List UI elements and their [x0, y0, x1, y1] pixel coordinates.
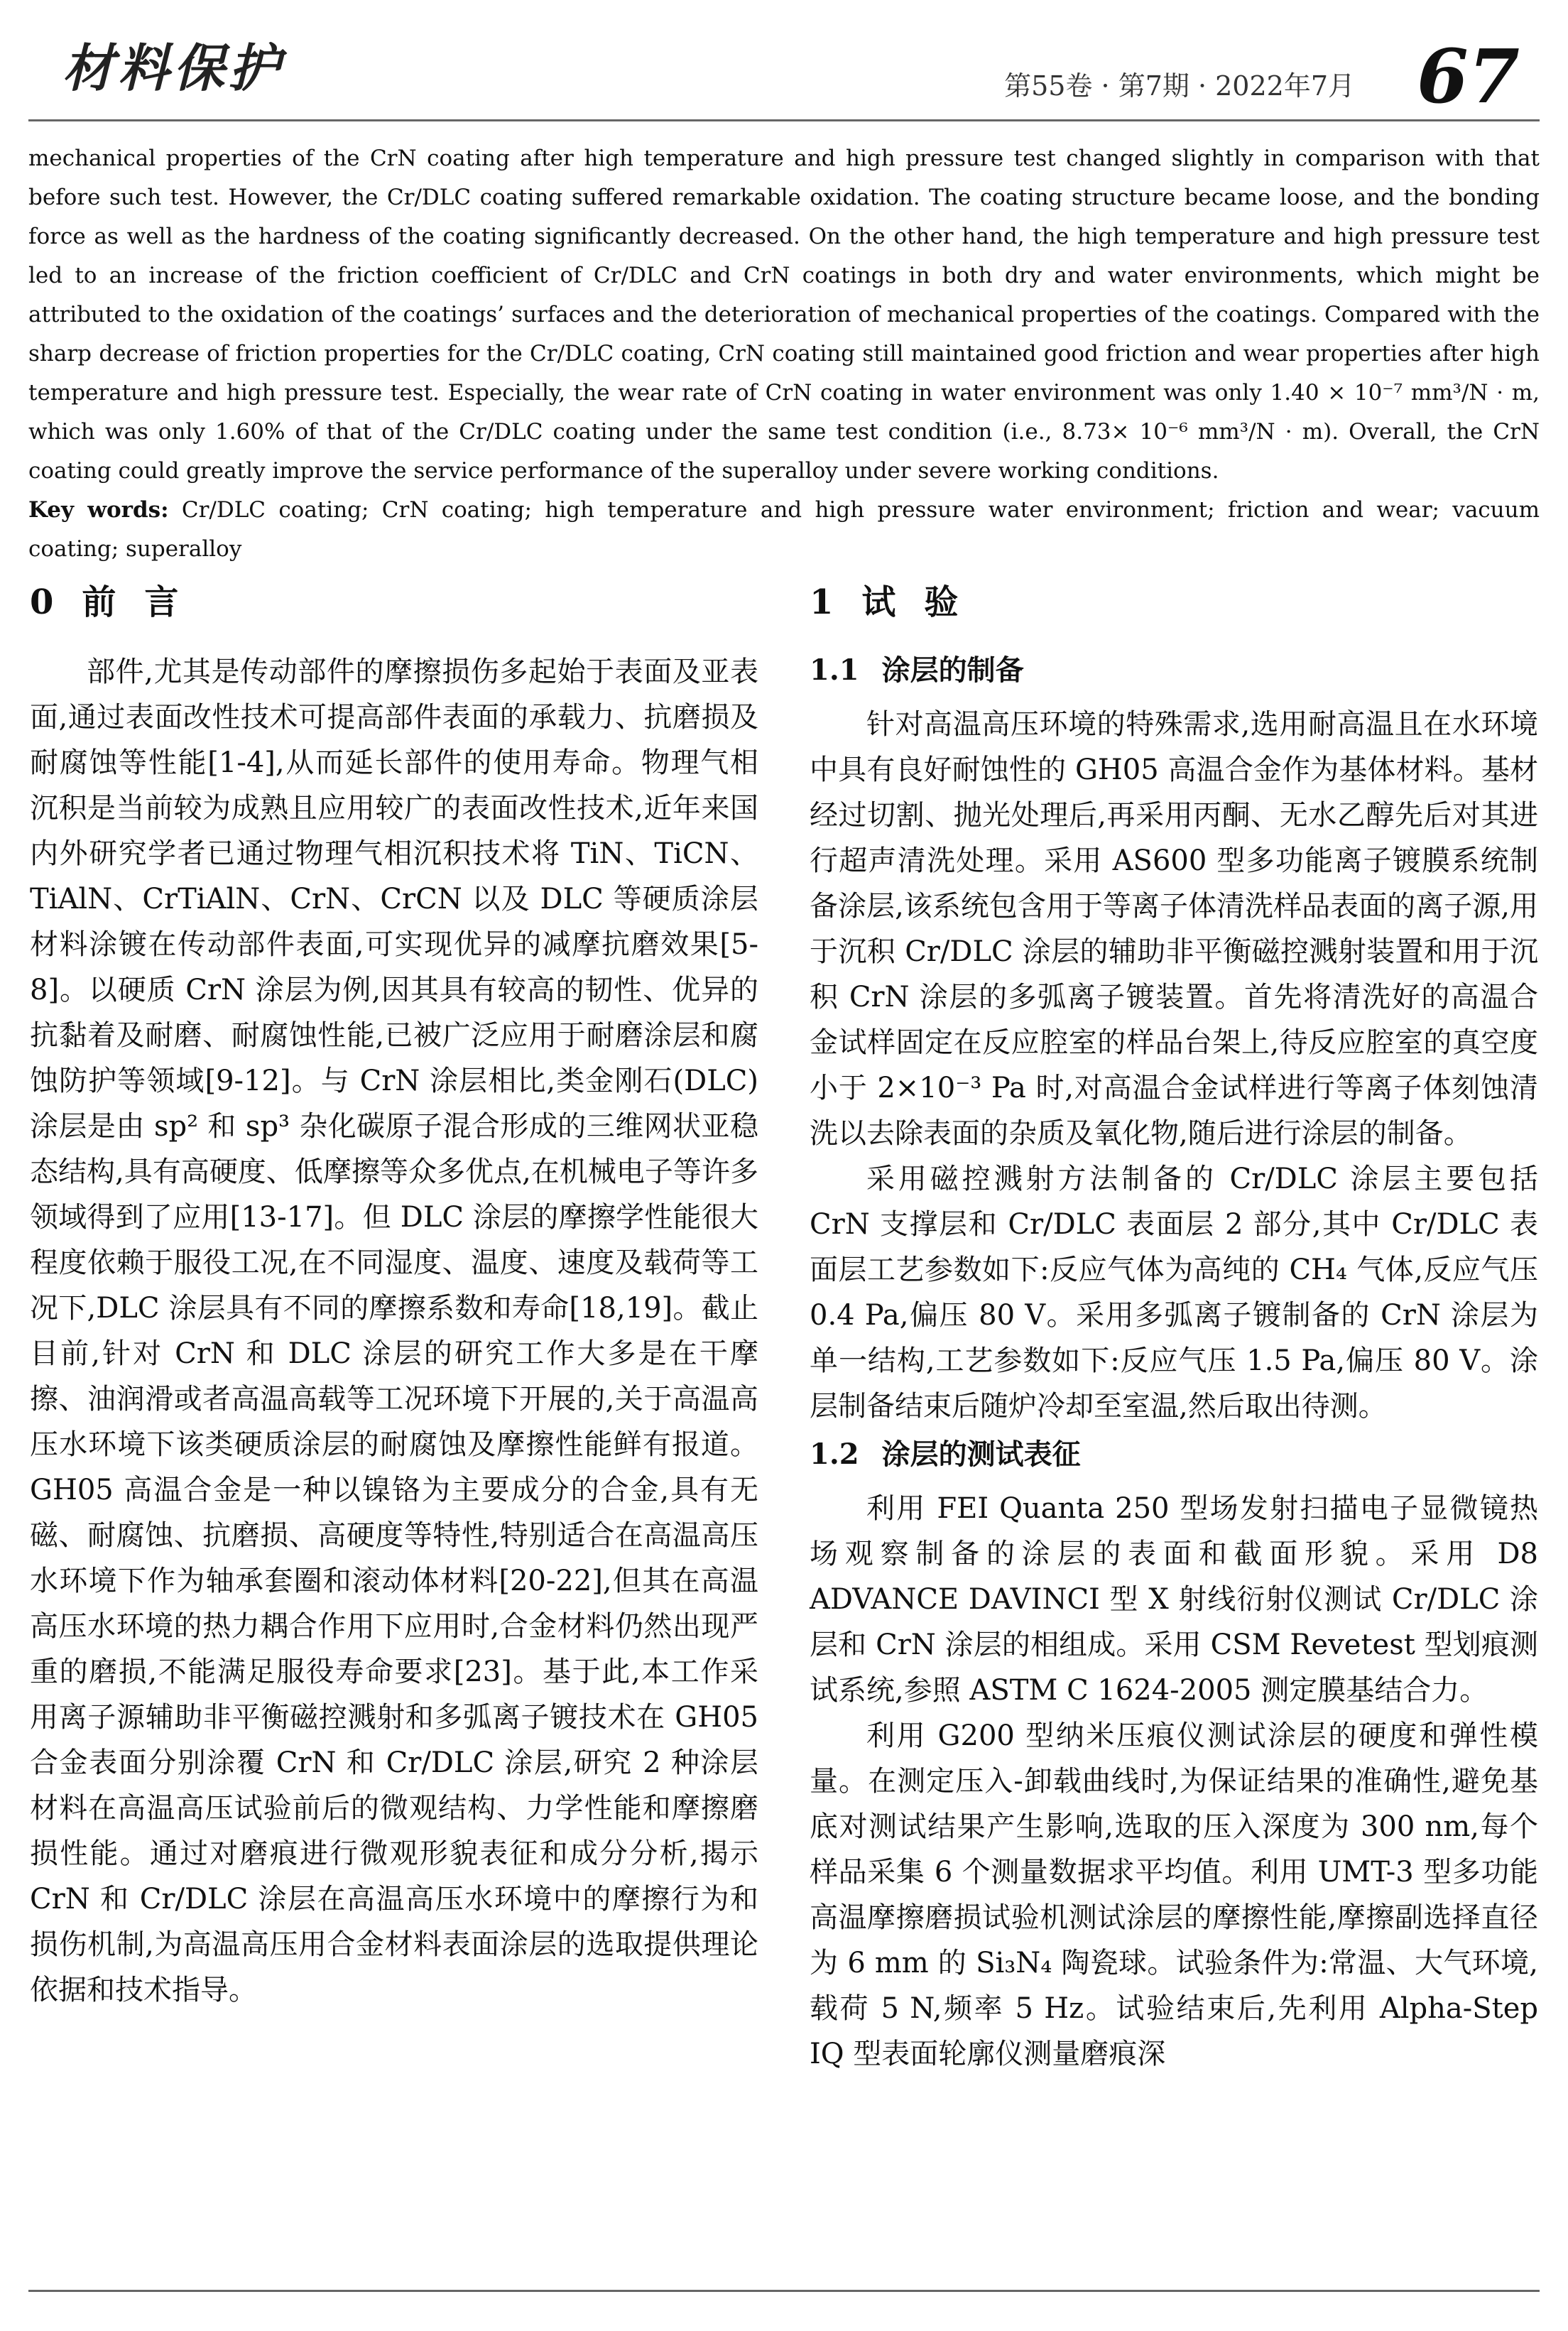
- section-heading-introduction: [30, 580, 758, 625]
- section-number: 0: [30, 582, 54, 622]
- section-title: 前言: [82, 582, 207, 622]
- paragraph: 部件,尤其是传动部件的摩擦损伤多起始于表面及亚表面,通过表面改性技术可提高部件表面的承载力、抗磨损及耐腐蚀等性能[1-4],从而延长部件的使用寿命。物理气相沉积是当前较为成熟且应用较广的表面改性技术,近年来国内外研究学者已通过物理气相沉积技术将 TiN、TiCN、TiAlN、CrTiAlN、CrN、CrCN 以及 DLC 等硬质涂层材料涂镀在传动部件表面,可实现优异的减摩抗磨效果[5-8]。以硬质 CrN 涂层为例,因其具有较高的韧性、优异的抗黏着及耐磨、耐腐蚀性能,已被广泛应用于耐磨涂层和腐蚀防护等领域[9-12]。与 CrN 涂层相比,类金刚石(DLC)涂层是由 sp² 和 sp³ 杂化碳原子混合形成的三维网状亚稳态结构,具有高硬度、低摩擦等众多优点,在机械电子等许多领域得到了应用[13-17]。但 DLC 涂层的摩擦学性能很大程度依赖于服役工况,在不同湿度、温度、速度及载荷等工况下,DLC 涂层具有不同的摩擦系数和寿命[18,19]。截止目前,针对 CrN 和 DLC 涂层的研究工作大多是在干摩擦、油润滑或者高温高载等工况环境下开展的,关于高温高压水环境下该类硬质涂层的耐腐蚀及摩擦性能鲜有报道。GH05 高温合金是一种以镍铬为主要成分的合金,具有无磁、耐腐蚀、抗磨损、高硬度等特性,特别适合在高温高压水环境下作为轴承套圈和滚动体材料[20-22],但其在高温高压水环境的热力耦合作用下应用时,合金材料仍然出现严重的磨损,不能满足服役寿命要求[23]。基于此,本工作采用离子源辅助非平衡磁控溅射和多弧离子镀技术在 GH05 合金表面分别涂覆 CrN 和 Cr/DLC 涂层,研究 2 种涂层材料在高温高压试验前后的微观结构、力学性能和摩擦磨损性能。通过对磨痕进行微观形貌表征和成分分析,揭示 CrN 和 Cr/DLC 涂层在高温高压水环境中的摩擦行为和损伤机制,为高温高压用合金材料表面涂层的选取提供理论依据和技术指导。: [30, 656, 758, 2006]
- subsection-heading-preparation: [810, 649, 1538, 692]
- issue-info: 第55卷 · 第7期 · 2022年7月: [1004, 70, 1355, 102]
- paragraph: 针对高温高压环境的特殊需求,选用耐高温且在水环境中具有良好耐蚀性的 GH05 高温合金作为基体材料。基材经过切割、抛光处理后,再采用丙酮、无水乙醇先后对其进行超声清洗处理。采用 AS600 型多功能离子镀膜系统制备涂层,该系统包含用于等离子体清洗样品表面的离子源,用于沉积 Cr/DLC 涂层的辅助非平衡磁控溅射装置和用于沉积 CrN 涂层的多弧离子镀装置。首先将清洗好的高温合金试样固定在反应腔室的样品台架上,待反应腔室的真空度小于 2×10⁻³ Pa 时,对高温合金试样进行等离子体刻蚀清洗以去除表面的杂质及氧化物,随后进行涂层的制备。: [810, 708, 1538, 1150]
- abstract-text: mechanical properties of the CrN coating after high temperature and high pressure test changed slightly in comparison with that before such test. However, the Cr/DLC coating suffered remarkable oxidation. The coating structure became loose, and the bonding force as well as the hardness of the coating significantly decreased. On the other hand, the high temperature and high pressure test led to an increase of the friction coefficient of Cr/DLC and CrN coatings in both dry and water environments, which might be attributed to the oxidation of the coatings’ surfaces and the deterioration of mechanical properties of the coatings. Compared with the sharp decrease of friction properties for the Cr/DLC coating, CrN coating still maintained good friction and wear properties after high temperature and high pressure test. Especially, the wear rate of CrN coating in water environment was only 1.40 × 10⁻⁷ mm³/N · m, which was only 1.60% of that of the Cr/DLC coating under the same test condition (i.e., 8.73× 10⁻⁶ mm³/N · m). Overall, the CrN coating could greatly improve the service performance of the superalloy under severe working conditions.: [28, 146, 1540, 484]
- left-column: [30, 572, 758, 2013]
- section-title: 试验: [861, 582, 987, 622]
- journal-logo: 材料保护: [62, 38, 285, 98]
- keywords-label: Key words:: [28, 497, 169, 523]
- paragraph: 利用 FEI Quanta 250 型场发射扫描电子显微镜热场观察制备的涂层的表面和截面形貌。采用 D8 ADVANCE DAVINCI 型 X 射线衍射仪测试 Cr/DLC 涂层和 CrN 涂层的相组成。采用 CSM Revetest 型划痕测试系统,参照 ASTM C 1624-2005 测定膜基结合力。: [810, 1492, 1538, 1707]
- page-header: [28, 27, 1540, 120]
- subsection-heading-characterization: [810, 1433, 1538, 1476]
- subsection-title: 涂层的测试表征: [881, 1438, 1081, 1471]
- right-column: [810, 572, 1538, 2077]
- paragraph: 采用磁控溅射方法制备的 Cr/DLC 涂层主要包括 CrN 支撑层和 Cr/DLC 表面层 2 部分,其中 Cr/DLC 表面层工艺参数如下:反应气体为高纯的 CH₄ 气体,反应气压 0.4 Pa,偏压 80 V。采用多弧离子镀制备的 CrN 涂层为单一结构,工艺参数如下:反应气压 1.5 Pa,偏压 80 V。涂层制备结束后随炉冷却至室温,然后取出待测。: [810, 1163, 1538, 1423]
- section-number: 1: [810, 582, 834, 622]
- subsection-title: 涂层的制备: [881, 653, 1024, 687]
- subsection-number: 1.2: [810, 1438, 859, 1471]
- keywords-text: Cr/DLC coating; CrN coating; high temperature and high pressure water environment; friction and wear; vacuum coating; superalloy: [28, 497, 1540, 562]
- subsection-number: 1.1: [810, 653, 859, 687]
- header-divider: [28, 119, 1540, 121]
- abstract-block: [28, 139, 1540, 569]
- footer-divider: [28, 2290, 1540, 2292]
- keywords: [28, 491, 1540, 569]
- section-heading-experiment: [810, 580, 1538, 625]
- page-number: 67: [1417, 33, 1520, 120]
- paragraph: 利用 G200 型纳米压痕仪测试涂层的硬度和弹性模量。在测定压入-卸载曲线时,为保证结果的准确性,避免基底对测试结果产生影响,选取的压入深度为 300 nm,每个样品采集 6 个测量数据求平均值。利用 UMT-3 型多功能高温摩擦磨损试验机测试涂层的摩擦性能,摩擦副选择直径为 6 mm 的 Si₃N₄ 陶瓷球。试验条件为:常温、大气环境,载荷 5 N,频率 5 Hz。试验结束后,先利用 Alpha-Step IQ 型表面轮廓仪测量磨痕深: [810, 1719, 1538, 2070]
